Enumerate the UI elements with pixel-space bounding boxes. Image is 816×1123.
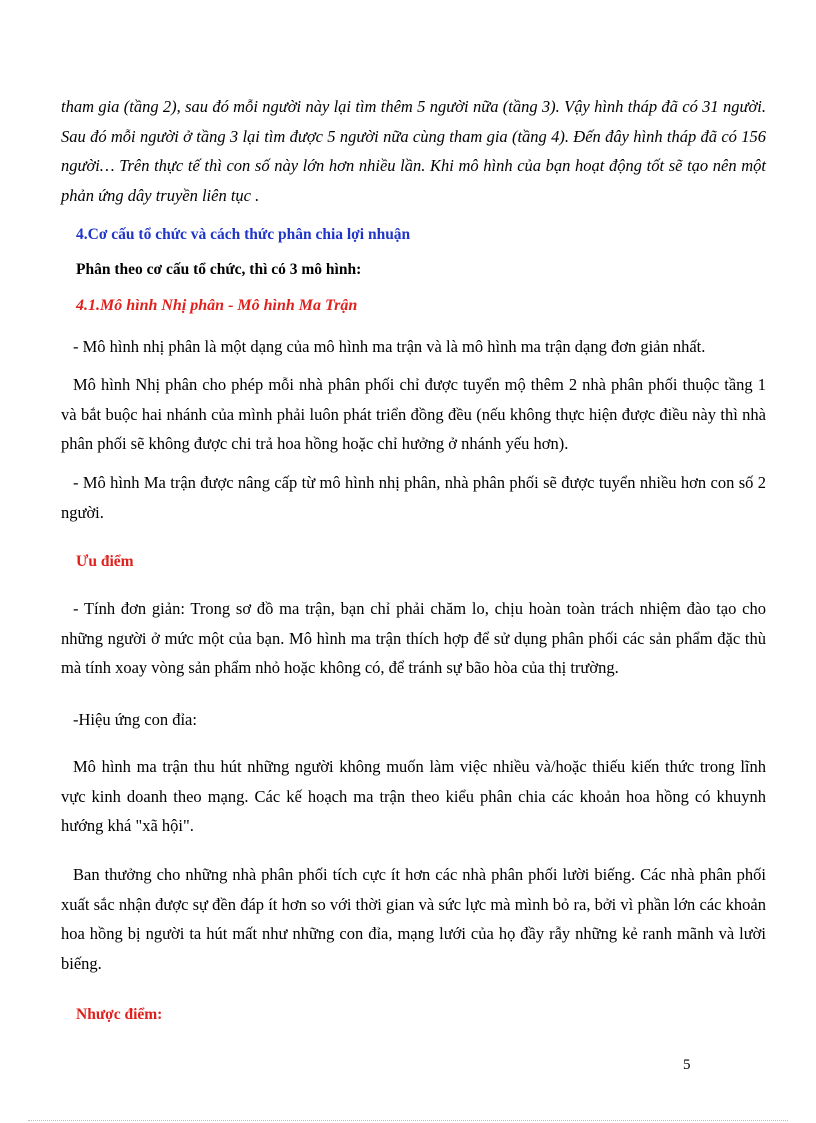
- models-intro: Phân theo cơ cấu tổ chức, thì có 3 mô hình:: [76, 261, 362, 278]
- disadvantages-heading: Nhược điểm:: [76, 1006, 163, 1023]
- advantages-heading: Ưu điểm: [76, 553, 134, 570]
- intro-paragraph: tham gia (tầng 2), sau đó mỗi người này lại tìm thêm 5 người nữa (tầng 3). Vậy hình tháp đã có 31 người. Sau đó mỗi người ở tầng 3 lại tìm được 5 người nữa cùng tham gia (tầng 4). Đến đây hình tháp đã có 156 người… Trên thực tế thì con số này lớn hơn nhiều lần. Khi mô hình của bạn hoạt động tốt sẽ tạo nên một phản ứng dây truyền liên tục .: [61, 97, 766, 205]
- page-bottom-divider: [28, 1120, 788, 1121]
- leech-effect-detail: Mô hình ma trận thu hút những người không muốn làm việc nhiều và/hoặc thiếu kiến thức trong lĩnh vực kinh doanh theo mạng. Các kế hoạch ma trận theo kiểu phân chia các khoản hoa hồng có khuynh hướng khá "xã hội".: [61, 757, 766, 835]
- simplicity-paragraph: - Tính đơn giản: Trong sơ đồ ma trận, bạn chỉ phải chăm lo, chịu hoàn toàn trách nhiệm đào tạo cho những người ở mức một của bạn. Mô hình ma trận thích hợp để sử dụng phân phối các sản phẩm đặc thù mà tính xoay vòng sản phẩm nhỏ hoặc không có, để tránh sự bão hòa của thị trường.: [61, 599, 766, 677]
- section-heading: 4.Cơ cấu tổ chức và cách thức phân chia lợi nhuận: [76, 226, 411, 243]
- matrix-definition: - Mô hình Ma trận được nâng cấp từ mô hình nhị phân, nhà phân phối sẽ được tuyển nhiều hơn con số 2 người.: [61, 473, 766, 522]
- leech-effect-heading: -Hiệu ứng con đỉa:: [73, 710, 197, 729]
- subsection-heading: 4.1.Mô hình Nhị phân - Mô hình Ma Trận: [76, 297, 358, 314]
- binary-definition: - Mô hình nhị phân là một dạng của mô hình ma trận và là mô hình ma trận dạng đơn giản nhất.: [73, 337, 706, 356]
- binary-detail: Mô hình Nhị phân cho phép mỗi nhà phân phối chỉ được tuyển mộ thêm 2 nhà phân phối thuộc tầng 1 và bắt buộc hai nhánh của mình phải luôn phát triển đồng đều (nếu không thực hiện được điều này thì nhà phân phối sẽ không được chi trả hoa hồng hoặc chỉ hưởng ở nhánh yếu hơn).: [61, 375, 766, 453]
- page-number: 5: [683, 1057, 691, 1073]
- reward-paragraph: Ban thưởng cho những nhà phân phối tích cực ít hơn các nhà phân phối lười biếng. Các nhà phân phối xuất sắc nhận được sự đền đáp ít hơn so với thời gian và sức lực mà mình bỏ ra, bởi vì phần lớn các khoản hoa hồng bị người ta hút mất như những con đỉa, mạng lưới của họ đầy rẫy những kẻ ranh mãnh và lười biếng.: [61, 865, 766, 973]
